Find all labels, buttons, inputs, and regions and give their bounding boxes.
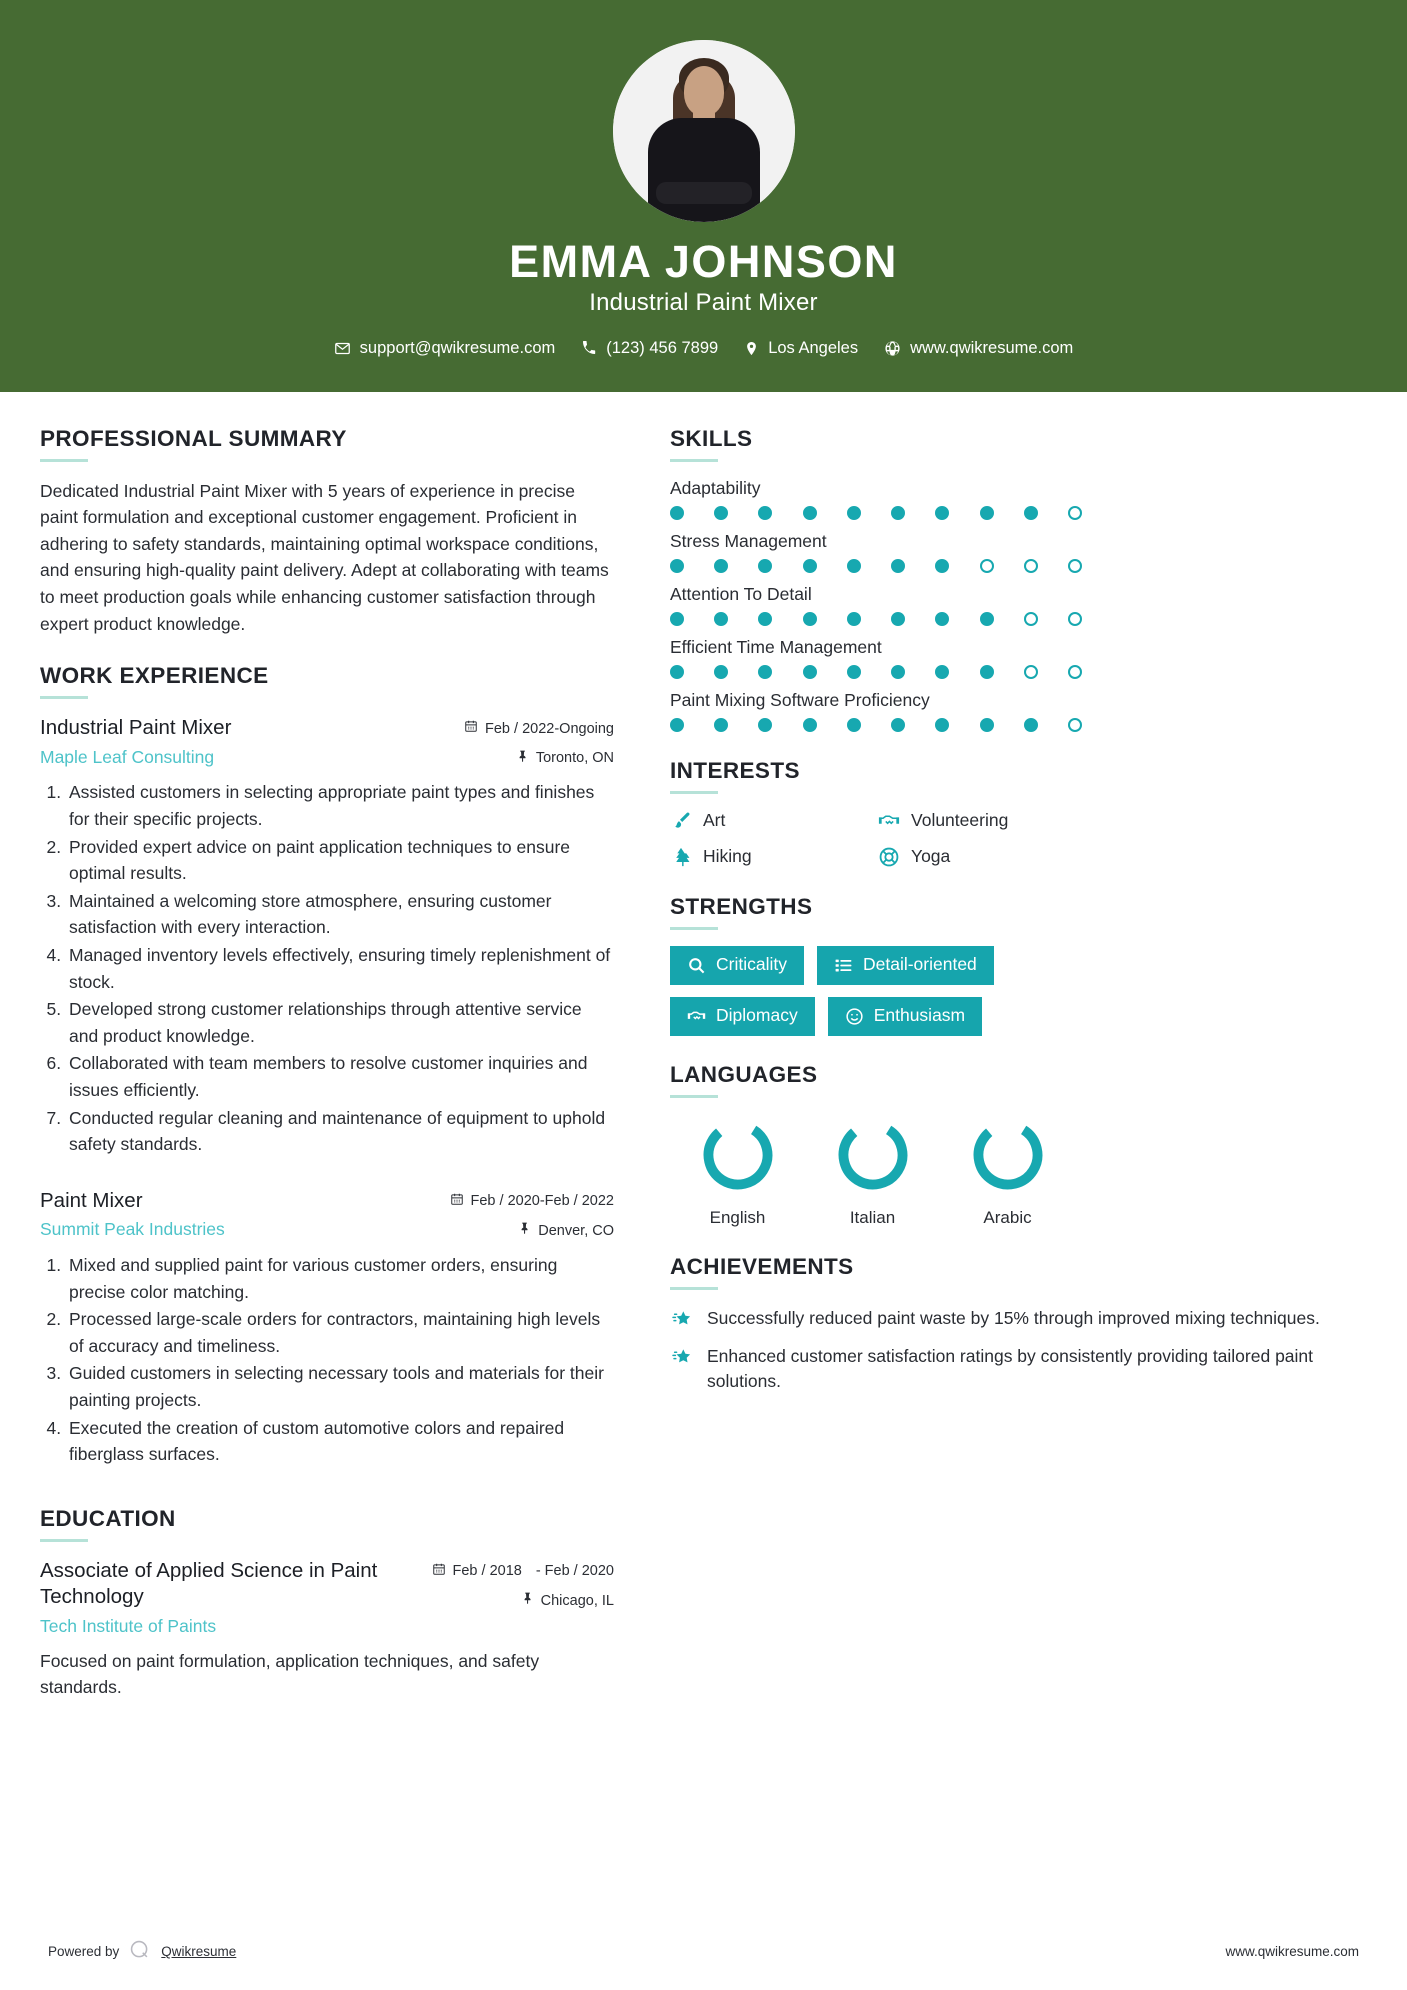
magnifier-icon — [687, 956, 706, 975]
language-label: Italian — [849, 1207, 896, 1227]
map-pin-icon — [744, 340, 759, 357]
list-item: 1. Assisted customers in selecting appropriate paint types and finishes for their specific projects. — [66, 779, 614, 832]
interest-label: Hiking — [703, 846, 752, 867]
language-item — [805, 1114, 940, 1228]
interest-item — [670, 810, 878, 832]
contact-website[interactable] — [884, 339, 1073, 358]
contact-row — [0, 339, 1407, 358]
section-title: LANGUAGES — [670, 1061, 818, 1087]
strength-chip — [828, 997, 982, 1036]
skill-label: Stress Management — [670, 530, 827, 551]
work-date — [450, 1192, 615, 1213]
skill-dot — [980, 559, 994, 573]
skill-dot — [847, 506, 861, 520]
education-location-value: Chicago, IL — [540, 1592, 614, 1609]
skill-label: Paint Mixing Software Proficiency — [670, 689, 930, 710]
work-location-value: Toronto, ON — [535, 750, 614, 767]
skill-dot — [803, 612, 817, 626]
section-achievements — [670, 1254, 1340, 1396]
education-date-end: Feb / 2020 — [544, 1563, 614, 1580]
language-item — [940, 1114, 1075, 1228]
skill-dot — [714, 665, 728, 679]
language-progress-ring — [832, 1114, 914, 1196]
skill-dot — [935, 612, 949, 626]
skill-dot — [1024, 506, 1038, 520]
strength-chip — [670, 946, 804, 985]
section-strengths — [670, 894, 1340, 1036]
skill-dot — [758, 718, 772, 732]
skill-dot — [1068, 718, 1082, 732]
strength-label: Diplomacy — [716, 1005, 798, 1026]
education-degree: Associate of Applied Science in Paint Technology — [40, 1558, 378, 1609]
work-bullet-list — [40, 1252, 614, 1468]
right-column — [640, 426, 1340, 1422]
handshake-icon — [878, 810, 900, 832]
list-item: 4. Managed inventory levels effectively, ensuring timely replenishment of stock. — [66, 942, 614, 995]
section-languages — [670, 1062, 1340, 1228]
calendar-icon — [450, 1192, 464, 1213]
skill-dot — [1024, 612, 1038, 626]
footer-brand-link[interactable]: Qwikresume — [161, 1944, 237, 1959]
skill-dot — [803, 665, 817, 679]
section-title: WORK EXPERIENCE — [40, 663, 269, 689]
skill-dot — [847, 665, 861, 679]
skill-item — [670, 637, 1340, 679]
contact-phone[interactable] — [581, 339, 718, 358]
interest-item — [670, 846, 878, 868]
skill-dot — [803, 559, 817, 573]
skill-dot — [891, 718, 905, 732]
resume-footer — [0, 1939, 1407, 1964]
pushpin-icon — [521, 1591, 534, 1612]
interest-label: Art — [703, 810, 726, 831]
interest-label: Yoga — [911, 846, 951, 867]
skill-dot — [1024, 665, 1038, 679]
pushpin-icon — [518, 1221, 531, 1242]
contact-email[interactable] — [334, 339, 556, 358]
work-location — [450, 1221, 615, 1242]
skill-dot — [1068, 559, 1082, 573]
skill-rating — [670, 559, 1082, 573]
work-location — [464, 749, 614, 770]
skill-dot — [803, 718, 817, 732]
education-date — [432, 1562, 615, 1583]
section-rule — [670, 1095, 718, 1098]
skill-dot — [935, 665, 949, 679]
list-item: 4. Executed the creation of custom automotive colors and repaired fiberglass surfaces. — [66, 1415, 614, 1468]
skill-dot — [1068, 665, 1082, 679]
left-column — [40, 426, 640, 1727]
work-entry — [40, 715, 614, 1158]
skill-rating — [670, 612, 1082, 626]
star-icon — [670, 1308, 694, 1332]
skill-dot — [714, 718, 728, 732]
interest-label: Volunteering — [911, 810, 1009, 831]
work-entry — [40, 1188, 614, 1468]
handshake-icon — [687, 1007, 706, 1026]
list-item: 1. Mixed and supplied paint for various customer orders, ensuring precise color matching. — [66, 1252, 614, 1305]
lifebuoy-icon — [878, 846, 900, 868]
resume-body — [0, 392, 1407, 1727]
work-date-value: Feb / 2022-Ongoing — [485, 720, 614, 737]
skill-dot — [935, 718, 949, 732]
calendar-icon — [464, 719, 478, 740]
paintbrush-icon — [670, 810, 692, 832]
skill-dot — [1024, 718, 1038, 732]
smiley-icon — [845, 1007, 864, 1026]
skill-dot — [758, 612, 772, 626]
education-location — [432, 1591, 615, 1612]
skill-item — [670, 584, 1340, 626]
education-description: Focused on paint formulation, application techniques, and safety standards. — [40, 1650, 540, 1697]
list-item: 6. Collaborated with team members to resolve customer inquiries and issues efficiently. — [66, 1050, 614, 1103]
list-item: 3. Guided customers in selecting necessary tools and materials for their painting projects. — [66, 1360, 614, 1413]
skill-dot — [891, 665, 905, 679]
interest-item — [878, 846, 1340, 868]
section-professional-summary — [40, 426, 614, 638]
avatar — [613, 40, 795, 222]
achievement-text: Successfully reduced paint waste by 15% through improved mixing techniques. — [707, 1307, 1320, 1328]
language-progress-ring — [967, 1114, 1049, 1196]
footer-powered-by-label: Powered by — [48, 1944, 120, 1959]
phone-icon — [581, 340, 597, 356]
skill-dot — [891, 506, 905, 520]
achievement-item — [670, 1344, 1340, 1396]
section-work-experience — [40, 663, 614, 1468]
skill-item — [670, 531, 1340, 573]
resume-header — [0, 0, 1407, 392]
summary-text: Dedicated Industrial Paint Mixer with 5 years of experience in precise paint formulation and exceptional customer engagement. Proficient in adhering to safety standards, maintaining optimal workspace conditions, and ensuring high-quality paint delivery. Adept at collaborating with teams to meet production goals while enhancing customer satisfaction through expert product knowledge. — [40, 480, 609, 634]
skill-dot — [670, 506, 684, 520]
skill-dot — [980, 665, 994, 679]
skill-dot — [847, 559, 861, 573]
skill-label: Attention To Detail — [670, 583, 812, 604]
skill-dot — [980, 506, 994, 520]
skill-rating — [670, 665, 1082, 679]
list-item: 2. Processed large-scale orders for contractors, maintaining high levels of accuracy and timeliness. — [66, 1306, 614, 1359]
skill-dot — [980, 718, 994, 732]
skill-dot — [1068, 506, 1082, 520]
envelope-icon — [334, 340, 351, 357]
skill-dot — [670, 612, 684, 626]
skill-dot — [670, 559, 684, 573]
section-title: STRENGTHS — [670, 893, 813, 919]
globe-icon — [884, 340, 901, 357]
work-date-value: Feb / 2020-Feb / 2022 — [470, 1193, 614, 1210]
skill-dot — [670, 665, 684, 679]
section-education — [40, 1506, 614, 1700]
contact-email-value: support@qwikresume.com — [359, 338, 556, 357]
skill-rating — [670, 718, 1082, 732]
skill-item — [670, 478, 1340, 520]
work-bullet-list — [40, 779, 614, 1157]
language-label: English — [709, 1207, 766, 1227]
strength-chip — [670, 997, 815, 1036]
work-role: Industrial Paint Mixer — [40, 716, 232, 740]
list-item: 7. Conducted regular cleaning and maintenance of equipment to uphold safety standards. — [66, 1105, 614, 1158]
section-title: EDUCATION — [40, 1505, 176, 1531]
skill-dot — [714, 506, 728, 520]
skill-dot — [891, 559, 905, 573]
language-progress-ring — [697, 1114, 779, 1196]
skill-dot — [935, 506, 949, 520]
section-title: INTERESTS — [670, 757, 800, 783]
interest-item — [878, 810, 1340, 832]
avatar-photo — [613, 40, 795, 222]
skill-dot — [891, 612, 905, 626]
section-rule — [40, 459, 88, 462]
section-rule — [670, 791, 718, 794]
work-organization[interactable]: Summit Peak Industries — [40, 1219, 225, 1240]
skill-dot — [847, 612, 861, 626]
achievement-item — [670, 1306, 1340, 1332]
skill-dot — [935, 559, 949, 573]
section-title: SKILLS — [670, 425, 753, 451]
language-item — [670, 1114, 805, 1228]
star-icon — [670, 1346, 694, 1370]
skill-dot — [758, 559, 772, 573]
skill-dot — [803, 506, 817, 520]
list-icon — [834, 956, 853, 975]
section-rule — [40, 1539, 88, 1542]
skill-dot — [847, 718, 861, 732]
footer-website[interactable]: www.qwikresume.com — [1225, 1944, 1359, 1959]
skill-dot — [1024, 559, 1038, 573]
section-rule — [670, 459, 718, 462]
skill-label: Efficient Time Management — [670, 636, 882, 657]
skill-dot — [714, 559, 728, 573]
contact-location — [744, 339, 858, 358]
strength-label: Criticality — [716, 954, 787, 975]
list-item: 5. Developed strong customer relationships through attentive service and product knowledge. — [66, 996, 614, 1049]
work-role: Paint Mixer — [40, 1188, 143, 1212]
education-entry — [40, 1558, 614, 1700]
skill-dot — [980, 612, 994, 626]
pushpin-icon — [516, 749, 529, 770]
candidate-job-title: Industrial Paint Mixer — [589, 288, 818, 316]
work-organization[interactable]: Maple Leaf Consulting — [40, 746, 215, 767]
skill-dot — [1068, 612, 1082, 626]
language-label: Arabic — [983, 1207, 1032, 1227]
strength-label: Enthusiasm — [873, 1005, 966, 1026]
achievement-text: Enhanced customer satisfaction ratings by consistently providing tailored paint solutions. — [707, 1345, 1314, 1392]
section-rule — [40, 696, 88, 699]
section-interests — [670, 758, 1340, 868]
candidate-name: EMMA JOHNSON — [509, 236, 898, 287]
strength-label: Detail-oriented — [862, 954, 977, 975]
calendar-icon — [432, 1562, 446, 1583]
skill-dot — [714, 612, 728, 626]
work-location-value: Denver, CO — [538, 1222, 614, 1239]
education-date-separator: - — [535, 1563, 541, 1580]
list-item: 2. Provided expert advice on paint application techniques to ensure optimal results. — [66, 834, 614, 887]
section-rule — [670, 1287, 718, 1290]
section-title: PROFESSIONAL SUMMARY — [40, 425, 347, 451]
contact-website-value: www.qwikresume.com — [910, 338, 1074, 357]
skill-dot — [758, 665, 772, 679]
skill-label: Adaptability — [670, 477, 761, 498]
education-date-start: Feb / 2018 — [452, 1563, 522, 1580]
contact-phone-value: (123) 456 7899 — [606, 338, 719, 357]
qwikresume-logo-icon — [129, 1939, 151, 1964]
language-row — [670, 1114, 1340, 1228]
education-school[interactable]: Tech Institute of Paints — [40, 1616, 217, 1637]
footer-powered-by — [48, 1939, 236, 1964]
tree-icon — [670, 846, 692, 868]
skill-dot — [758, 506, 772, 520]
skill-rating — [670, 506, 1082, 520]
skill-item — [670, 690, 1340, 732]
section-title: ACHIEVEMENTS — [670, 1253, 854, 1279]
section-rule — [670, 927, 718, 930]
work-date — [464, 719, 614, 740]
strength-chip — [817, 946, 994, 985]
list-item: 3. Maintained a welcoming store atmosphere, ensuring customer satisfaction with every interaction. — [66, 888, 614, 941]
skill-dot — [670, 718, 684, 732]
section-skills — [670, 426, 1340, 732]
contact-location-value: Los Angeles — [768, 338, 859, 357]
